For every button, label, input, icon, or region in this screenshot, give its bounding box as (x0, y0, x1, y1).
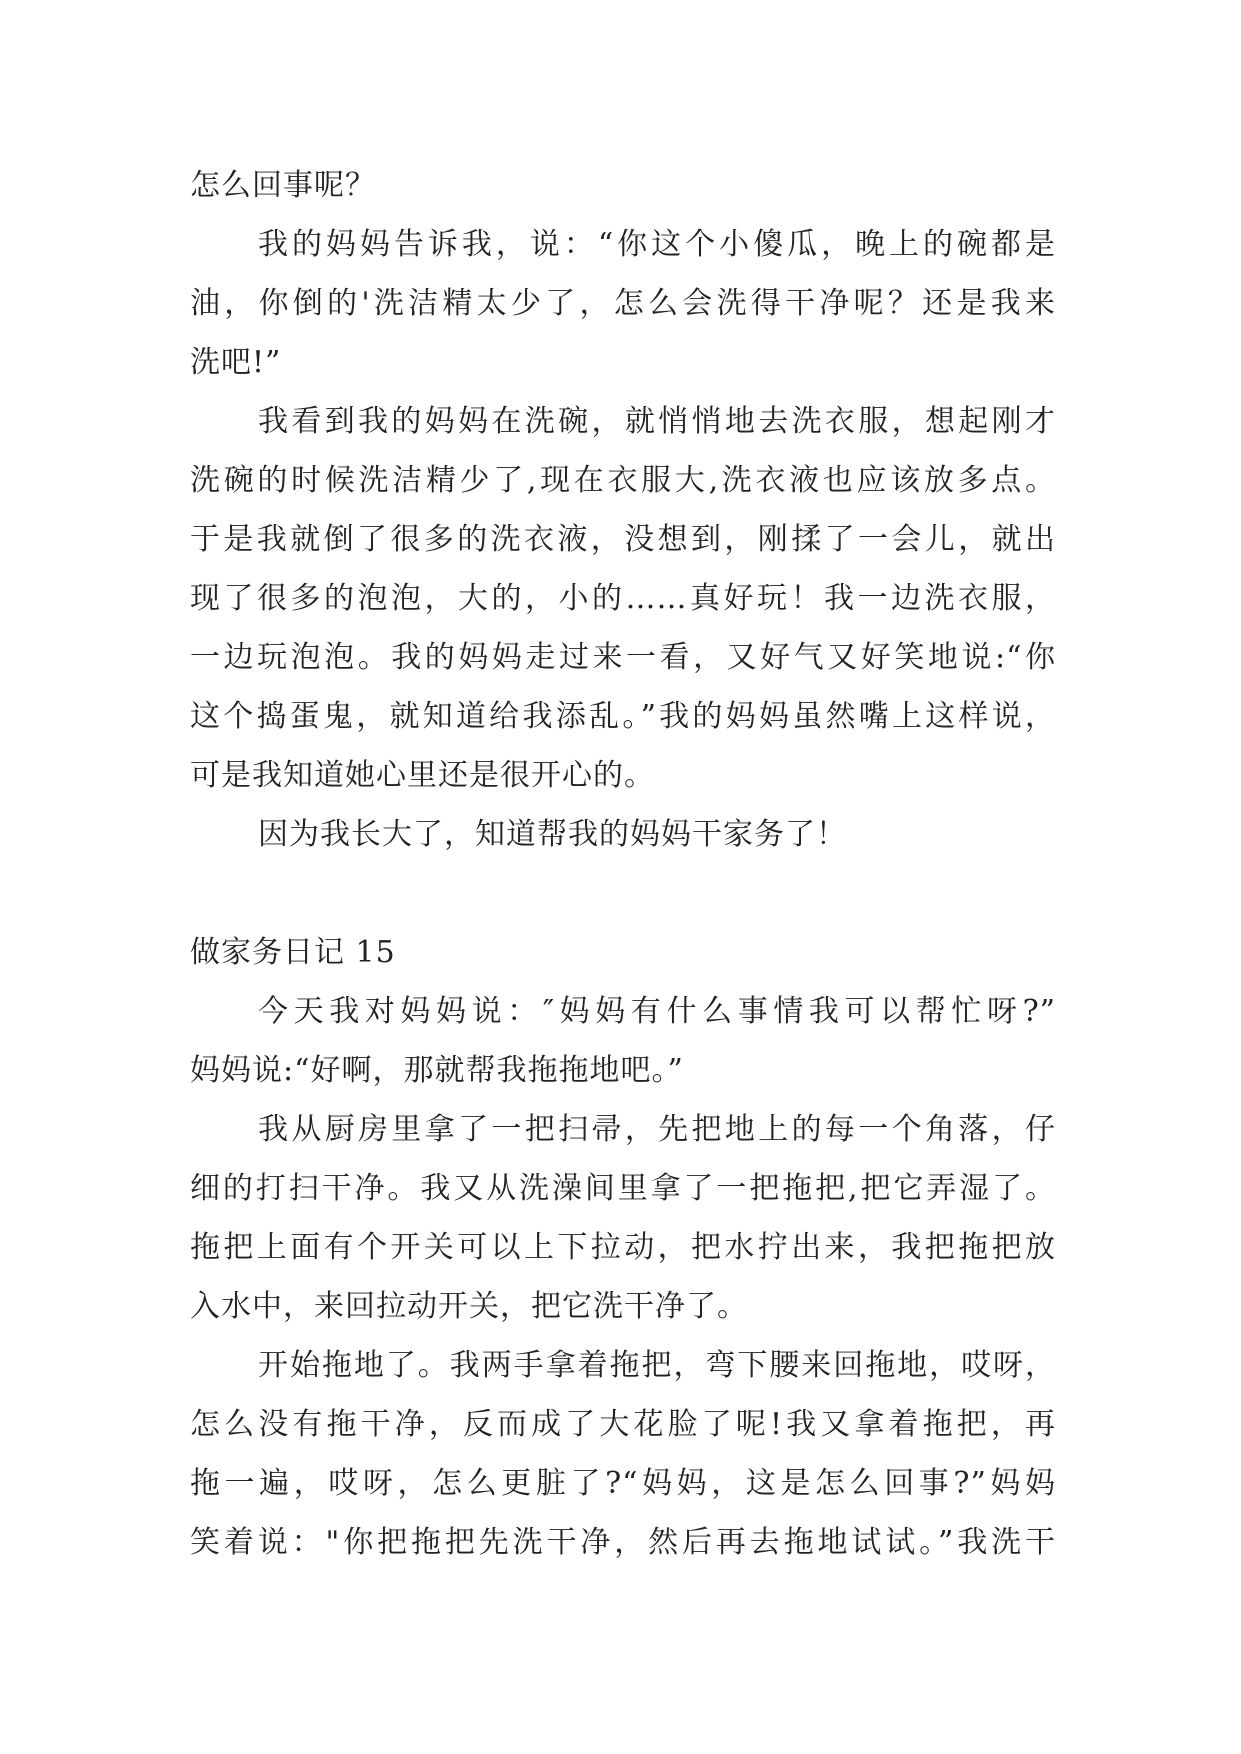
text-line: 一边玩泡泡。我的妈妈走过来一看，又好气又好笑地说:“你 (190, 640, 1056, 675)
text-line: 细的打扫干净。我又从洗澡间里拿了一把拖把,把它弄湿了。 (190, 1171, 1056, 1206)
entry-title: 做家务日记 15 (190, 935, 396, 970)
text-line: 这个捣蛋鬼，就知道给我添乱。”我的妈妈虽然嘴上这样说， (190, 699, 1056, 734)
paragraph-start-line: 开始拖地了。我两手拿着拖把，弯下腰来回拖地，哎呀， (258, 1348, 1056, 1383)
text-line: 拖把上面有个开关可以上下拉动，把水拧出来，我把拖把放 (190, 1230, 1056, 1265)
paragraph-start-line: 因为我长大了，知道帮我的妈妈干家务了！ (258, 817, 847, 852)
paragraph-start-line: 我看到我的妈妈在洗碗，就悄悄地去洗衣服，想起刚才 (258, 404, 1056, 439)
text-line: 于是我就倒了很多的洗衣液，没想到，刚揉了一会儿，就出 (190, 522, 1056, 557)
text-line: 怎么回事呢？ (190, 168, 376, 203)
text-line: 可是我知道她心里还是很开心的。 (190, 758, 655, 793)
text-line: 洗吧!” (190, 345, 282, 380)
text-line: 入水中，来回拉动开关，把它洗干净了。 (190, 1289, 748, 1324)
text-line: 妈妈说:“好啊，那就帮我拖拖地吧。” (190, 1053, 684, 1088)
text-line: 拖一遍，哎呀，怎么更脏了?“妈妈，这是怎么回事?”妈妈 (190, 1466, 1056, 1501)
text-line: 笑着说："你把拖把先洗干净，然后再去拖地试试。”我洗干 (190, 1525, 1056, 1560)
text-line: 现了很多的泡泡，大的，小的……真好玩！我一边洗衣服， (190, 581, 1056, 616)
paragraph-start-line: 我从厨房里拿了一把扫帚，先把地上的每一个角落，仔 (258, 1112, 1056, 1147)
text-line: 洗碗的时候洗洁精少了,现在衣服大,洗衣液也应该放多点。 (190, 463, 1056, 498)
text-line: 怎么没有拖干净，反而成了大花脸了呢!我又拿着拖把，再 (190, 1407, 1056, 1442)
paragraph-start-line: 今天我对妈妈说：″妈妈有什么事情我可以帮忙呀?” (258, 994, 1056, 1029)
text-line: 油，你倒的'洗洁精太少了，怎么会洗得干净呢？还是我来 (190, 286, 1056, 321)
paragraph-start-line: 我的妈妈告诉我，说：“你这个小傻瓜，晚上的碗都是 (258, 227, 1056, 262)
